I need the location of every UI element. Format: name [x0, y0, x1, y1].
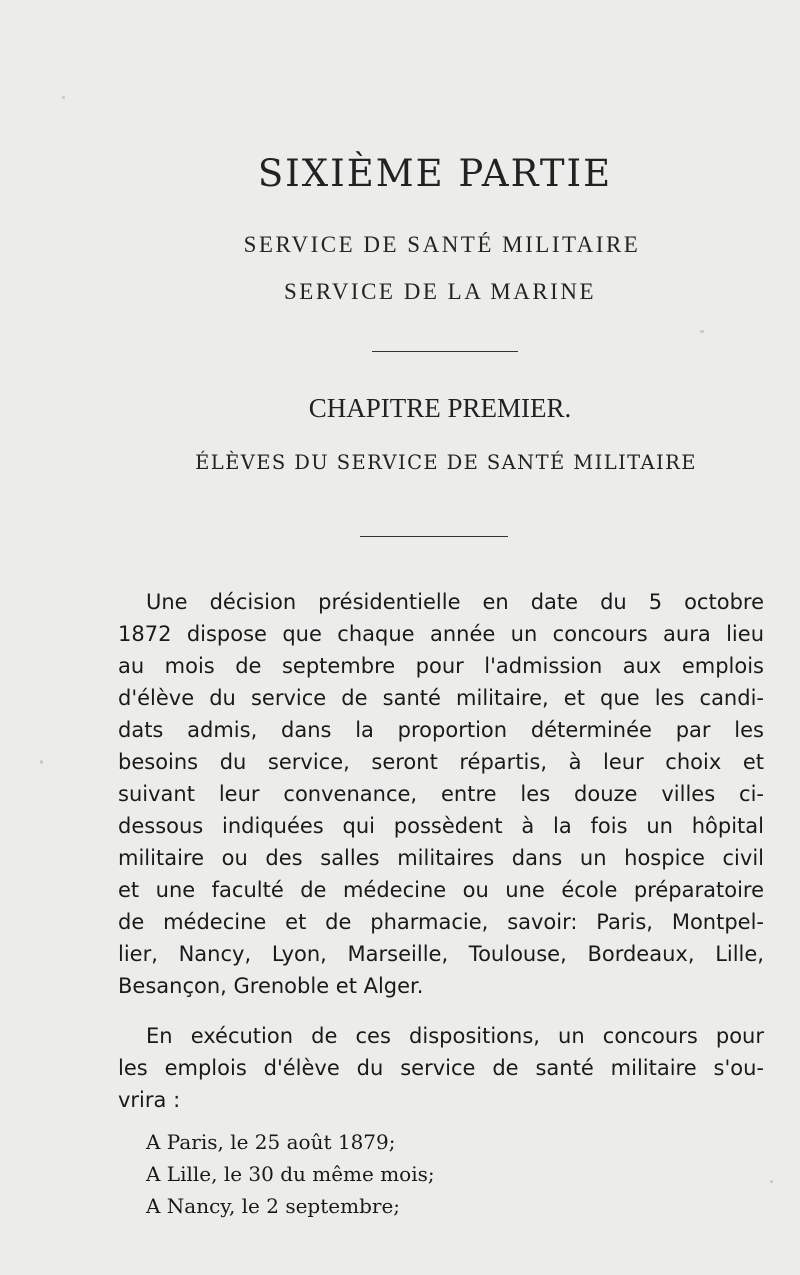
- text-line: suivant leur convenance, entre les douze villes ci-: [118, 782, 764, 806]
- list-item: A Nancy, le 2 septembre;: [146, 1194, 401, 1218]
- service-heading-sante: SERVICE DE SANTÉ MILITAIRE: [243, 232, 641, 257]
- chapter-divider: [360, 536, 508, 537]
- text-line: 1872 dispose que chaque année un concours aura lieu: [118, 622, 764, 646]
- text-line: dats admis, dans la proportion déterminée par les: [118, 718, 764, 742]
- text-line: Une décision présidentielle en date du 5 octobre: [146, 590, 764, 614]
- paper-speck: [62, 96, 65, 99]
- service-heading-marine: SERVICE DE LA MARINE: [283, 279, 597, 304]
- part-title: SIXIÈME PARTIE: [257, 152, 613, 195]
- text-line: besoins du service, seront répartis, à leur choix et: [118, 750, 764, 774]
- text-line: Besançon, Grenoble et Alger.: [118, 974, 424, 998]
- text-line: et une faculté de médecine ou une école préparatoire: [118, 878, 764, 902]
- text-line: les emplois d'élève du service de santé militaire s'ou-: [118, 1056, 764, 1080]
- text-line: au mois de septembre pour l'admission aux emplois: [118, 654, 764, 678]
- text-line: d'élève du service de santé militaire, et que les candi-: [118, 686, 764, 710]
- text-line: dessous indiquées qui possèdent à la fois un hôpital: [118, 814, 764, 838]
- text-line: lier, Nancy, Lyon, Marseille, Toulouse, Bordeaux, Lille,: [118, 942, 764, 966]
- text-line: de médecine et de pharmacie, savoir: Paris, Montpel-: [118, 910, 764, 934]
- paper-speck: [40, 760, 43, 764]
- list-item: A Paris, le 25 août 1879;: [146, 1130, 396, 1154]
- text-line: vrira :: [118, 1088, 181, 1112]
- chapter-title: CHAPITRE PREMIER.: [308, 393, 572, 423]
- paper-speck: [700, 330, 704, 333]
- chapter-subtitle: ÉLÈVES DU SERVICE DE SANTÉ MILITAIRE: [195, 451, 697, 474]
- paper-speck: [770, 1180, 773, 1183]
- list-item: A Lille, le 30 du même mois;: [146, 1162, 435, 1186]
- section-divider: [372, 351, 518, 352]
- text-line: militaire ou des salles militaires dans un hospice civil: [118, 846, 764, 870]
- text-line: En exécution de ces dispositions, un concours pour: [146, 1024, 764, 1048]
